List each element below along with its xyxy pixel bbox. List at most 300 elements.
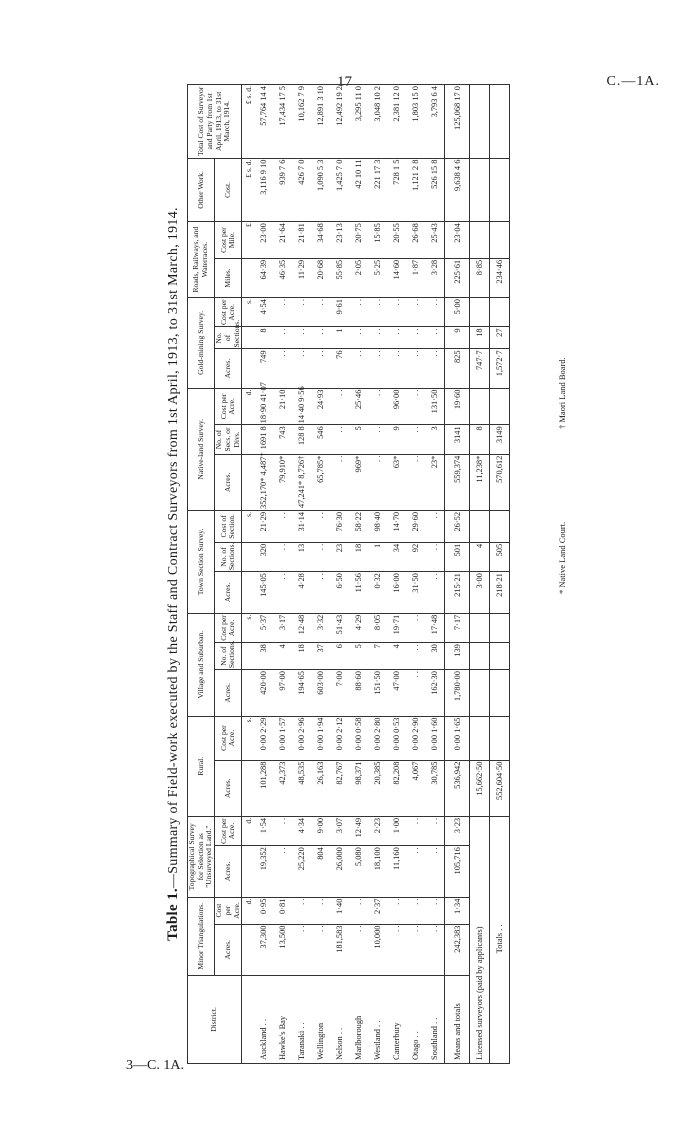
table-cell: 825 xyxy=(445,349,470,388)
table-row xyxy=(311,85,330,1064)
table-cell xyxy=(470,388,490,425)
table-cell: 31·50 xyxy=(406,572,425,614)
table-cell: 0·00 2·12 xyxy=(330,716,349,760)
subheader-miles: Miles. xyxy=(215,258,242,297)
table-cell: 25·43 xyxy=(425,222,445,259)
table-cell: 5 xyxy=(349,425,368,454)
table-cell xyxy=(490,388,510,425)
table-cell: . . xyxy=(406,425,425,454)
table-cell: 501 xyxy=(445,542,470,571)
table-cell: 38 xyxy=(254,643,273,670)
table-cell: 18·90 41·07 xyxy=(254,388,273,425)
subheader-no-sections: No. of Sections. xyxy=(214,319,241,348)
table-cell xyxy=(490,85,510,159)
header-village: Village and Suburban. xyxy=(188,613,215,716)
unit-cell: s. xyxy=(242,510,255,542)
table-cell: 0·32 xyxy=(368,572,387,614)
unit-cell xyxy=(242,425,255,454)
table-cell: 1,572·7 xyxy=(490,349,510,388)
table-cell xyxy=(490,613,510,642)
table-cell: 3·23 xyxy=(445,816,470,845)
table-title-prefix: Table 1. xyxy=(165,888,181,941)
table-cell: 18,100 xyxy=(368,846,387,897)
table-cell: 1·40 xyxy=(330,897,349,924)
table-cell: 242,383 xyxy=(445,924,470,975)
table-cell: 4·34 xyxy=(292,816,311,845)
subheader-cost-per-acre: Cost per Acre. xyxy=(215,298,242,327)
table-cell: 30 xyxy=(425,643,445,670)
district-name: Licensed surveyors (paid by applicants) xyxy=(470,816,490,1063)
table-row xyxy=(292,85,311,1064)
table-cell: . . xyxy=(368,425,387,454)
footer-reference: 3—C. 1A. xyxy=(126,1058,184,1073)
table-cell: 1,090 5 3 xyxy=(311,158,330,222)
district-name: Southland . . xyxy=(425,975,445,1063)
table-cell: 34·68 xyxy=(311,222,330,259)
table-cell: . . xyxy=(425,816,445,845)
table-cell: . . xyxy=(311,510,330,542)
subheader-acres: Acres. xyxy=(215,924,242,975)
unit-cell: s. xyxy=(242,613,255,642)
table-cell: 218·21 xyxy=(490,572,510,614)
table-row xyxy=(406,85,425,1064)
table-cell: 13 xyxy=(292,542,311,571)
unit-cell: s. xyxy=(242,716,255,760)
table-cell: 97·00 xyxy=(273,670,292,716)
table-cell: . . xyxy=(406,349,425,388)
table-cell: 37,300 xyxy=(254,924,273,975)
table-cell: 24·93 xyxy=(311,388,330,425)
table-cell: 8·85 xyxy=(470,258,490,297)
header-minor-triangulations: Minor Triangulations. xyxy=(188,897,215,975)
table-cell: 10,162 7 9 xyxy=(292,85,311,159)
table-cell: . . xyxy=(273,846,292,897)
table-cell: 139 xyxy=(445,643,470,670)
table-cell xyxy=(490,222,510,259)
table-cell: . . xyxy=(311,542,330,571)
table-cell: 2·05 xyxy=(349,258,368,297)
table-cell: . . xyxy=(368,388,387,425)
subheader-cost-per-acre: Cost per Acre. xyxy=(215,897,242,924)
table-title xyxy=(165,84,182,1064)
table-cell: 15,662·50 xyxy=(470,760,490,816)
subheader-acres: Acres. xyxy=(215,454,242,510)
table-cell: 4·29 xyxy=(349,613,368,642)
table-cell: 98·40 xyxy=(368,510,387,542)
table-cell: 14·70 xyxy=(387,510,406,542)
table-cell: 125,068 17 0 xyxy=(445,85,470,159)
header-roads: Roads, Railways, and Waterraces. xyxy=(188,222,215,298)
table-cell: . . xyxy=(292,298,311,327)
table-cell: 3·32 xyxy=(311,613,330,642)
table-cell: . . xyxy=(330,454,349,510)
table-cell: 12·48 xyxy=(292,613,311,642)
table-cell: 0·00 1·60 xyxy=(425,716,445,760)
table-cell: 2·37 xyxy=(368,897,387,924)
table-cell: . . xyxy=(368,327,387,349)
table-cell: 63* xyxy=(387,454,406,510)
table-cell: 10,000 xyxy=(368,924,387,975)
table-cell: . . xyxy=(368,349,387,388)
table-cell: 7 xyxy=(368,643,387,670)
table-cell: 743 xyxy=(273,425,292,454)
table-cell: 603·00 xyxy=(311,670,330,716)
header-town: Town Section Survey. xyxy=(188,510,215,613)
unit-cell xyxy=(242,454,255,510)
table-cell: 552,604·50 xyxy=(490,760,510,816)
table-cell: . . xyxy=(425,542,445,571)
table-body xyxy=(242,85,510,1064)
district-name: Canterbury xyxy=(387,975,406,1063)
table-cell: . . xyxy=(330,425,349,454)
table-cell: . . xyxy=(425,298,445,327)
table-cell: 26·68 xyxy=(406,222,425,259)
table-cell: 352,170* 4,487† xyxy=(254,454,273,510)
table-cell: . . xyxy=(425,846,445,897)
table-cell: 7·17 xyxy=(445,613,470,642)
table-cell: 3·28 xyxy=(425,258,445,297)
district-name: Otago . . xyxy=(406,975,425,1063)
table-cell: . . xyxy=(349,327,368,349)
table-cell: 23·13 xyxy=(330,222,349,259)
table-cell: 3,048 10 2 xyxy=(368,85,387,159)
page-reference: C.—1A. xyxy=(606,74,660,89)
table-cell: . . xyxy=(425,924,445,975)
table-cell: 2,381 12 0 xyxy=(387,85,406,159)
table-cell: 3 xyxy=(425,425,445,454)
table-cell: 47,241* 8,726† xyxy=(292,454,311,510)
unit-cell: £ s. d. xyxy=(242,85,255,159)
table-cell: . . xyxy=(425,510,445,542)
table-cell: 23* xyxy=(425,454,445,510)
table-cell: 221 17 3 xyxy=(368,158,387,222)
table-cell xyxy=(470,643,490,670)
table-cell: 6·50 xyxy=(330,572,349,614)
unit-cell xyxy=(242,572,255,614)
table-cell: 42 10 11 xyxy=(349,158,368,222)
table-cell: 939 7 6 xyxy=(273,158,292,222)
table-cell: 23 xyxy=(330,542,349,571)
table-cell: 1,121 2 8 xyxy=(406,158,425,222)
table-cell: 88·60 xyxy=(349,670,368,716)
table-cell xyxy=(470,158,490,222)
table-cell: 3,295 11 0 xyxy=(349,85,368,159)
header-row-sub xyxy=(215,85,242,1064)
table-cell: 12·49 xyxy=(349,816,368,845)
table-cell: . . xyxy=(273,816,292,845)
table-cell: 1,803 15 0 xyxy=(406,85,425,159)
table-cell: 3,793 6 4 xyxy=(425,85,445,159)
table-cell: 82,767 xyxy=(330,760,349,816)
table-cell: 76 xyxy=(330,349,349,388)
table-cell xyxy=(470,85,490,159)
table-cell: . . xyxy=(406,670,425,716)
table-cell: . . xyxy=(406,327,425,349)
table-cell: 1 xyxy=(368,542,387,571)
table-cell: . . xyxy=(311,572,330,614)
table-cell: 17·48 xyxy=(425,613,445,642)
table-cell xyxy=(490,716,510,760)
table-cell: 0·00 2·90 xyxy=(406,716,425,760)
table-cell: 19,352 xyxy=(254,846,273,897)
table-cell: 98,371 xyxy=(349,760,368,816)
table-cell: 48,535 xyxy=(292,760,311,816)
table-cell: . . xyxy=(406,897,425,924)
table-cell xyxy=(490,643,510,670)
table-cell: 26,000 xyxy=(330,846,349,897)
district-name: Marlborough xyxy=(349,975,368,1063)
unit-cell xyxy=(242,760,255,816)
table-cell: 1·54 xyxy=(254,816,273,845)
table-cell: 1691 8 xyxy=(254,425,273,454)
table-cell: 1 xyxy=(330,327,349,349)
table-cell: 6 xyxy=(330,643,349,670)
table-cell: 546 xyxy=(311,425,330,454)
table-cell: 42,373 xyxy=(273,760,292,816)
district-name: Westland . . xyxy=(368,975,387,1063)
table-cell: 5·37 xyxy=(254,613,273,642)
table-cell: 55·85 xyxy=(330,258,349,297)
table-cell: . . xyxy=(311,924,330,975)
table-cell: 536,942 xyxy=(445,760,470,816)
table-cell: 21·10 xyxy=(273,388,292,425)
table-cell: 234·46 xyxy=(490,258,510,297)
table-cell: 51·43 xyxy=(330,613,349,642)
subheader-cost: Cost. xyxy=(215,158,242,222)
table-cell: . . xyxy=(311,327,330,349)
table-cell: 79,910* xyxy=(273,454,292,510)
header-total-cost: Total Cost of Surveyor and Party from 1st April, 1913, to 31st March, 1914. xyxy=(188,85,242,159)
table-cell: 0·00 2·29 xyxy=(254,716,273,760)
table-cell: 426 7 0 xyxy=(292,158,311,222)
table-row xyxy=(273,85,292,1064)
table-cell: 25,220 xyxy=(292,846,311,897)
table-cell xyxy=(490,670,510,716)
table-cell: 3·17 xyxy=(273,613,292,642)
table-cell xyxy=(470,222,490,259)
table-cell: . . xyxy=(425,327,445,349)
subheader-acres: Acres. xyxy=(215,760,242,816)
table-cell: 4·54 xyxy=(254,298,273,327)
unit-cell: £ xyxy=(242,222,255,259)
rotated-table-region xyxy=(165,84,575,1064)
table-cell: 0·00 0·53 xyxy=(387,716,406,760)
table-cell: 0·00 1·57 xyxy=(273,716,292,760)
table-cell: 0·00 2·96 xyxy=(292,716,311,760)
table-cell: . . xyxy=(406,454,425,510)
table-cell: 17,434 17 5 xyxy=(273,85,292,159)
table-cell: 65,785* xyxy=(311,454,330,510)
means-row xyxy=(445,85,470,1064)
table-cell: . . xyxy=(387,349,406,388)
table-cell: 25·46 xyxy=(349,388,368,425)
table-cell: 1·00 xyxy=(387,816,406,845)
table-cell: 9 xyxy=(387,425,406,454)
table-cell: 13,500 xyxy=(273,924,292,975)
district-name: Totals . . xyxy=(490,816,510,1063)
totals-row xyxy=(490,85,510,1064)
table-cell: 151·50 xyxy=(368,670,387,716)
table-cell: . . xyxy=(425,572,445,614)
unit-cell xyxy=(242,327,255,349)
table-container xyxy=(187,84,510,1064)
table-cell: 162·30 xyxy=(425,670,445,716)
table-cell: 5·00 xyxy=(445,298,470,327)
table-cell: 1·87 xyxy=(406,258,425,297)
table-cell: . . xyxy=(292,327,311,349)
page-number: 17 xyxy=(337,74,352,90)
table-cell: 505 xyxy=(490,542,510,571)
table-cell: 96·00 xyxy=(387,388,406,425)
subheader-no-secs-divs: No. of Secs. or Divs. xyxy=(215,425,242,454)
table-cell: . . xyxy=(406,643,425,670)
table-cell: 47·00 xyxy=(387,670,406,716)
table-cell xyxy=(470,510,490,542)
unit-cell xyxy=(242,924,255,975)
table-cell: 18 xyxy=(349,542,368,571)
subheader-cost-per-acre: Cost per Acre. xyxy=(215,816,242,845)
table-cell: . . xyxy=(273,510,292,542)
table-cell: 20·55 xyxy=(387,222,406,259)
table-cell: 76·30 xyxy=(330,510,349,542)
table-cell: 20·68 xyxy=(311,258,330,297)
table-cell: 101,288 xyxy=(254,760,273,816)
subheader-acres: Acres. xyxy=(215,349,242,388)
table-cell: 14·60 xyxy=(387,258,406,297)
subheader-cost-of-section: Cost of Section. xyxy=(215,510,242,542)
footnote-maori-land-board: † Maori Land Board. xyxy=(557,357,567,429)
table-cell: 26·52 xyxy=(445,510,470,542)
district-name: Hawke's Bay xyxy=(273,975,292,1063)
table-cell: . . xyxy=(406,816,425,845)
unit-cell xyxy=(242,643,255,670)
header-native: Native-land Survey. xyxy=(188,388,215,510)
district-name: Wellington xyxy=(311,975,330,1063)
table-cell: 559,374 xyxy=(445,454,470,510)
table-cell: 145·05 xyxy=(254,572,273,614)
table-cell: 8 xyxy=(254,327,273,349)
unit-cell xyxy=(242,258,255,297)
unit-cell xyxy=(242,349,255,388)
header-district: District. xyxy=(188,975,242,1063)
table-cell: 4·28 xyxy=(292,572,311,614)
table-cell: . . xyxy=(406,388,425,425)
table-cell: . . xyxy=(387,897,406,924)
table-cell: 23·00 xyxy=(254,222,273,259)
unit-cell: d. xyxy=(242,388,255,425)
table-cell: . . xyxy=(387,924,406,975)
table-cell: . . xyxy=(349,924,368,975)
table-cell: 18 xyxy=(292,643,311,670)
table-cell: 3141 xyxy=(445,425,470,454)
table-cell: 11·56 xyxy=(349,572,368,614)
table-cell: 26,163 xyxy=(311,760,330,816)
table-cell: 19·71 xyxy=(387,613,406,642)
subheader-acres: Acres. xyxy=(215,846,242,897)
table-cell: 0·95 xyxy=(254,897,273,924)
table-cell: 105,716 xyxy=(445,846,470,897)
table-cell: 92 xyxy=(406,542,425,571)
table-cell xyxy=(490,298,510,327)
licensed-surveyors-row xyxy=(470,85,490,1064)
table-cell: 3·00 xyxy=(470,572,490,614)
table-cell: . . xyxy=(425,349,445,388)
table-cell: 9·00 xyxy=(311,816,330,845)
table-cell: 131·50 xyxy=(425,388,445,425)
table-cell: 46·35 xyxy=(273,258,292,297)
table-cell: 18 xyxy=(470,327,490,349)
table-row xyxy=(368,85,387,1064)
subheader-cost-per-acre: Cost per Acre. xyxy=(215,716,242,760)
table-row xyxy=(254,85,273,1064)
table-cell: 1,780·00 xyxy=(445,670,470,716)
district-name: Nelson . . xyxy=(330,975,349,1063)
table-cell: . . xyxy=(368,454,387,510)
unit-cell: £ s. d. xyxy=(242,158,255,222)
table-row xyxy=(330,85,349,1064)
table-cell: 5 xyxy=(349,643,368,670)
subheader-cost-per-acre: Cost per Acre. xyxy=(215,388,242,425)
header-gold: Gold-mining Survey. xyxy=(188,298,215,389)
table-cell: 181,583 xyxy=(330,924,349,975)
table-cell: 747·7 xyxy=(470,349,490,388)
table-cell: 1,425 7 0 xyxy=(330,158,349,222)
table-row xyxy=(349,85,368,1064)
table-cell: . . xyxy=(425,897,445,924)
subheader-acres: Acres. xyxy=(215,670,242,716)
table-cell: . . xyxy=(368,298,387,327)
table-cell: 3,116 9 10 xyxy=(254,158,273,222)
table-cell: 27 xyxy=(490,327,510,349)
table-cell: 526 15 8 xyxy=(425,158,445,222)
table-cell: 4 xyxy=(470,542,490,571)
table-cell: 420·00 xyxy=(254,670,273,716)
table-cell: 82,208 xyxy=(387,760,406,816)
table-cell: . . xyxy=(406,298,425,327)
table-cell: 8·05 xyxy=(368,613,387,642)
table-cell: . . xyxy=(387,298,406,327)
table-cell: 2·23 xyxy=(368,816,387,845)
table-cell: 0·00 1·94 xyxy=(311,716,330,760)
table-cell: 9,638 4 6 xyxy=(445,158,470,222)
table-cell: . . xyxy=(311,897,330,924)
table-cell: . . xyxy=(292,349,311,388)
district-name: Means and totals xyxy=(445,975,470,1063)
subheader-acres: Acres. xyxy=(215,572,242,614)
table-cell: 21·64 xyxy=(273,222,292,259)
table-cell: . . xyxy=(349,298,368,327)
table-cell: 21·29 xyxy=(254,510,273,542)
table-cell: . . xyxy=(387,327,406,349)
table-cell: 194·65 xyxy=(292,670,311,716)
subheader-no-sections: No. of Sections. xyxy=(215,643,242,670)
table-cell: 1·34 xyxy=(445,897,470,924)
table-cell: 12,891 3 10 xyxy=(311,85,330,159)
table-cell: 29·60 xyxy=(406,510,425,542)
header-rural: Rural. xyxy=(188,716,215,816)
table-cell: . . xyxy=(311,298,330,327)
table-cell: 9 xyxy=(445,327,470,349)
district-name: Auckland . . xyxy=(254,975,273,1063)
units-row xyxy=(242,85,255,1064)
unit-cell: d. xyxy=(242,897,255,924)
table-cell: 12,492 19 2 xyxy=(330,85,349,159)
table-cell: 215·21 xyxy=(445,572,470,614)
table-cell: 5·25 xyxy=(368,258,387,297)
unit-cell: d. xyxy=(242,816,255,845)
table-cell xyxy=(470,613,490,642)
table-row xyxy=(387,85,406,1064)
